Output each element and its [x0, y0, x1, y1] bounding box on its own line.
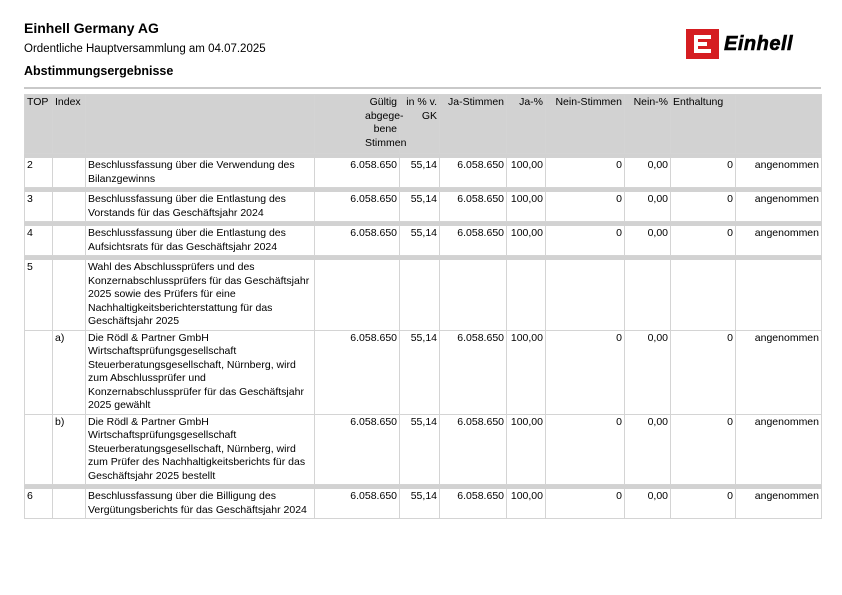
table-row — [25, 158, 822, 188]
cell-pct-gk: 55,14 — [400, 226, 440, 256]
section-title: Abstimmungsergebnisse — [24, 64, 174, 78]
col-abstentions: Enthaltung — [671, 95, 736, 154]
col-top: TOP — [25, 95, 53, 154]
cell-yes: 6.058.650 — [440, 192, 507, 222]
company-name: Einhell Germany AG — [24, 20, 159, 36]
col-index: Index — [53, 95, 86, 154]
cell-yes: 6.058.650 — [440, 414, 507, 485]
cell-index — [53, 158, 86, 188]
cell-yes-pct: 100,00 — [507, 330, 546, 414]
header-divider — [24, 87, 821, 89]
cell-valid: 6.058.650 — [315, 158, 400, 188]
cell-abstentions: 0 — [671, 226, 736, 256]
cell-index: a) — [53, 330, 86, 414]
cell-index — [53, 489, 86, 519]
cell-yes-pct: 100,00 — [507, 226, 546, 256]
table-row — [25, 226, 822, 256]
cell-index — [53, 192, 86, 222]
cell-yes-pct: 100,00 — [507, 489, 546, 519]
cell-no-pct: 0,00 — [625, 330, 671, 414]
col-pct-capital: in % v. GK — [400, 95, 440, 154]
cell-no-pct: 0,00 — [625, 158, 671, 188]
cell-yes: 6.058.650 — [440, 226, 507, 256]
meeting-subtitle: Ordentliche Hauptversammlung am 04.07.2025 — [24, 43, 266, 55]
cell-pct-gk: 55,14 — [400, 192, 440, 222]
cell-top: 6 — [25, 489, 53, 519]
cell-result: angenommen — [736, 192, 822, 222]
cell-pct-gk: 55,14 — [400, 489, 440, 519]
cell-abstentions: 0 — [671, 414, 736, 485]
cell-yes — [440, 260, 507, 331]
cell-no-pct: 0,00 — [625, 192, 671, 222]
cell-valid: 6.058.650 — [315, 414, 400, 485]
cell-yes-pct — [507, 260, 546, 331]
cell-top — [25, 414, 53, 485]
cell-result: angenommen — [736, 330, 822, 414]
col-yes-pct: Ja-% — [507, 95, 546, 154]
cell-no: 0 — [546, 158, 625, 188]
cell-no: 0 — [546, 489, 625, 519]
table-header-row — [25, 95, 822, 154]
cell-abstentions: 0 — [671, 489, 736, 519]
cell-no-pct — [625, 260, 671, 331]
cell-description: Beschlussfassung über die Billigung des Vergütungsberichts für das Geschäftsjahr 2024 — [86, 489, 315, 519]
col-no-votes: Nein-Stimmen — [546, 95, 625, 154]
cell-valid: 6.058.650 — [315, 489, 400, 519]
cell-description: Die Rödl & Partner GmbH Wirtschaftsprüfungsgesellschaft Steuerberatungsgesellschaft, Nürnberg, wird zum Prüfer des Nachhaltigkeitsberichts für das Geschäftsjahr 2025 bestellt — [86, 414, 315, 485]
cell-description: Beschlussfassung über die Entlastung des Aufsichtsrats für das Geschäftsjahr 2024 — [86, 226, 315, 256]
cell-top: 3 — [25, 192, 53, 222]
col-no-pct: Nein-% — [625, 95, 671, 154]
einhell-logo — [686, 29, 793, 59]
cell-abstentions: 0 — [671, 158, 736, 188]
cell-result — [736, 260, 822, 331]
cell-yes-pct: 100,00 — [507, 192, 546, 222]
cell-valid — [315, 260, 400, 331]
logo-wordmark: Einhell — [724, 32, 794, 55]
cell-no-pct: 0,00 — [625, 226, 671, 256]
cell-valid: 6.058.650 — [315, 330, 400, 414]
cell-result: angenommen — [736, 158, 822, 188]
voting-results-table — [24, 94, 822, 519]
cell-result: angenommen — [736, 489, 822, 519]
cell-top: 5 — [25, 260, 53, 331]
col-yes-votes: Ja-Stimmen — [440, 95, 507, 154]
cell-yes: 6.058.650 — [440, 330, 507, 414]
cell-no-pct: 0,00 — [625, 414, 671, 485]
cell-abstentions: 0 — [671, 192, 736, 222]
cell-abstentions: 0 — [671, 330, 736, 414]
cell-pct-gk: 55,14 — [400, 330, 440, 414]
cell-pct-gk: 55,14 — [400, 414, 440, 485]
cell-top: 4 — [25, 226, 53, 256]
cell-description: Beschlussfassung über die Entlastung des Vorstands für das Geschäftsjahr 2024 — [86, 192, 315, 222]
cell-yes-pct: 100,00 — [507, 158, 546, 188]
cell-pct-gk: 55,14 — [400, 158, 440, 188]
cell-top — [25, 330, 53, 414]
table-row — [25, 330, 822, 414]
cell-top: 2 — [25, 158, 53, 188]
cell-yes-pct: 100,00 — [507, 414, 546, 485]
cell-abstentions — [671, 260, 736, 331]
logo-mark-icon — [686, 29, 719, 59]
cell-valid: 6.058.650 — [315, 192, 400, 222]
cell-index — [53, 260, 86, 331]
cell-index — [53, 226, 86, 256]
cell-description: Die Rödl & Partner GmbH Wirtschaftsprüfungsgesellschaft Steuerberatungsgesellschaft, Nürnberg, wird zum Abschlussprüfer und Konzernabschlussprüfer für das Geschäftsjahr 2025 gewählt — [86, 330, 315, 414]
col-result — [736, 95, 822, 154]
table-row — [25, 260, 822, 331]
table-row — [25, 192, 822, 222]
cell-no: 0 — [546, 226, 625, 256]
cell-no — [546, 260, 625, 331]
table-row — [25, 489, 822, 519]
cell-yes: 6.058.650 — [440, 489, 507, 519]
cell-valid: 6.058.650 — [315, 226, 400, 256]
cell-pct-gk — [400, 260, 440, 331]
cell-index: b) — [53, 414, 86, 485]
cell-no: 0 — [546, 414, 625, 485]
cell-description: Wahl des Abschlussprüfers und des Konzernabschlussprüfers für das Geschäftsjahr 2025 sowie des Prüfers für eine Nachhaltigkeitsberichterstattung für das Geschäftsjahr 2025 — [86, 260, 315, 331]
cell-description: Beschlussfassung über die Verwendung des Bilanzgewinns — [86, 158, 315, 188]
cell-result: angenommen — [736, 414, 822, 485]
col-valid-votes: Gültig abgege-bene Stimmen — [315, 95, 400, 154]
cell-no-pct: 0,00 — [625, 489, 671, 519]
table-row — [25, 414, 822, 485]
cell-no: 0 — [546, 192, 625, 222]
cell-no: 0 — [546, 330, 625, 414]
cell-result: angenommen — [736, 226, 822, 256]
col-description — [86, 95, 315, 154]
cell-yes: 6.058.650 — [440, 158, 507, 188]
